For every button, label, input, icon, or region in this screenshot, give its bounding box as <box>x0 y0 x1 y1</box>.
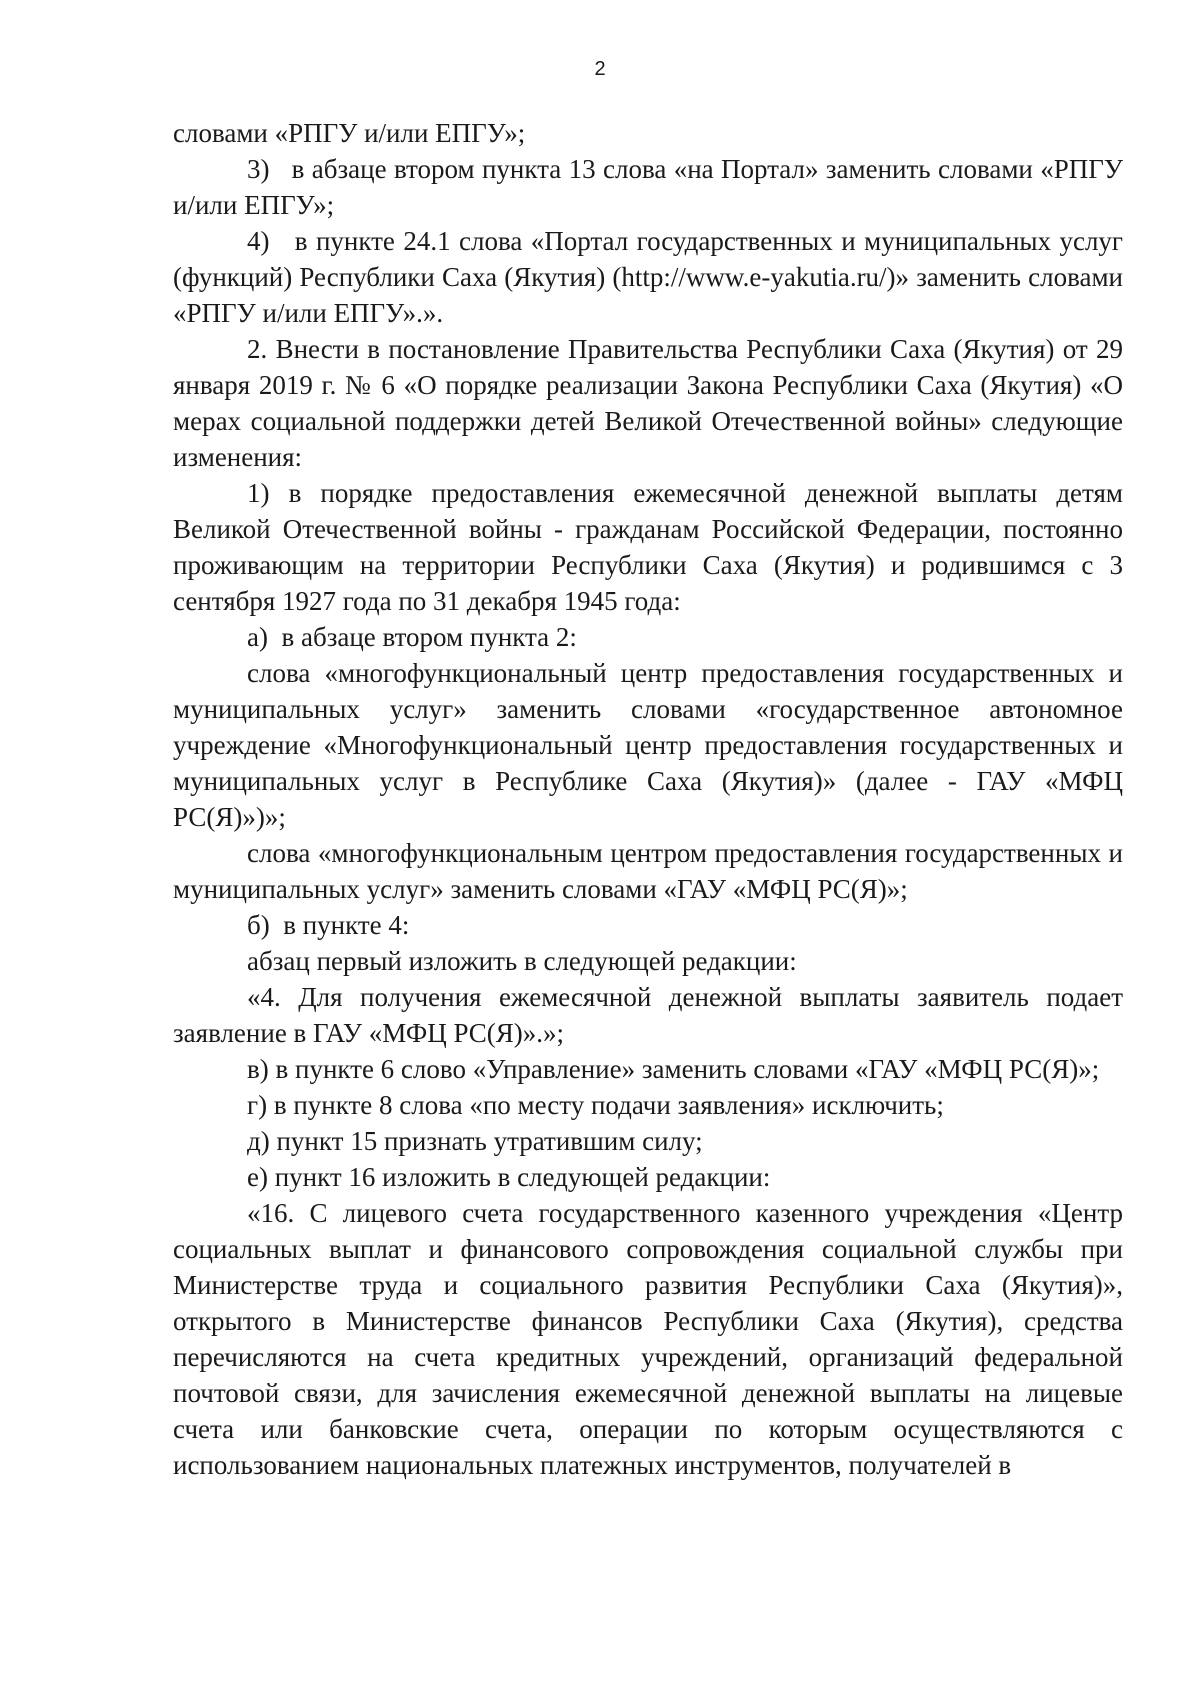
paragraph-subitem-1: 1) в порядке предоставления ежемесячной денежной выплаты детям Великой Отечественной войны - гражданам Российской Федерации, постоянно проживающим на территории Республики Саха (Якутия) и родившимся с 3 сентября 1927 года по 31 декабря 1945 года: <box>173 478 1123 616</box>
paragraph-letter-d: д) пункт 15 признать утратившим силу; <box>247 1126 703 1156</box>
paragraph-words-2: слова «многофункциональным центром предоставления государственных и муниципальных услуг» заменить словами «ГАУ «МФЦ РС(Я)»; <box>173 838 1123 904</box>
paragraph-section-2: 2. Внести в постановление Правительства Республики Саха (Якутия) от 29 января 2019 г. № 6 «О порядке реализации Закона Республики Саха (Якутия) «О мерах социальной поддержки детей Великой Отечественной войны» следующие изменения: <box>173 334 1123 472</box>
paragraph-point-4-text: «4. Для получения ежемесячной денежной выплаты заявитель подает заявление в ГАУ «МФЦ РС(Я)».»; <box>173 982 1123 1048</box>
paragraph-letter-b: б) в пункте 4: <box>247 910 410 940</box>
paragraph-continuation: словами «РПГУ и/или ЕПГУ»; <box>173 118 526 148</box>
paragraph-item-3: 3) в абзаце втором пункта 13 слова «на Портал» заменить словами «РПГУ и/или ЕПГУ»; <box>173 154 1123 220</box>
paragraph-first-abzac: абзац первый изложить в следующей редакции: <box>247 946 797 976</box>
paragraph-words-1: слова «многофункциональный центр предоставления государственных и муниципальных услуг» заменить словами «государственное автономное учреждение «Многофункциональный центр предоставления государственных и муниципальных услуг в Республике Саха (Якутия)» (далее - ГАУ «МФЦ РС(Я)»)»; <box>173 658 1123 832</box>
paragraph-point-16-text: «16. С лицевого счета государственного казенного учреждения «Центр социальных выплат и финансового сопровождения социальной службы при Министерстве труда и социального развития Республики Саха (Якутия)», открытого в Министерстве финансов Республики Саха (Якутия), средства перечисляются на счета кредитных учреждений, организаций федеральной почтовой связи, для зачисления ежемесячной денежной выплаты на лицевые счета или банковские счета, операции по которым осуществляются с использованием национальных платежных инструментов, получателей в <box>173 1198 1123 1480</box>
paragraph-letter-a: а) в абзаце втором пункта 2: <box>247 622 577 652</box>
paragraph-letter-v: в) в пункте 6 слово «Управление» заменить словами «ГАУ «МФЦ РС(Я)»; <box>247 1054 1100 1084</box>
page-number: 2 <box>594 58 606 80</box>
document-body <box>173 115 1123 1483</box>
paragraph-item-4: 4) в пункте 24.1 слова «Портал государственных и муниципальных услуг (функций) Республики Саха (Якутия) (http://www.e-yakutia.ru/)» заменить словами «РПГУ и/или ЕПГУ».». <box>173 226 1123 328</box>
paragraph-letter-g: г) в пункте 8 слова «по месту подачи заявления» исключить; <box>247 1090 944 1120</box>
paragraph-letter-e: е) пункт 16 изложить в следующей редакции: <box>247 1162 771 1192</box>
